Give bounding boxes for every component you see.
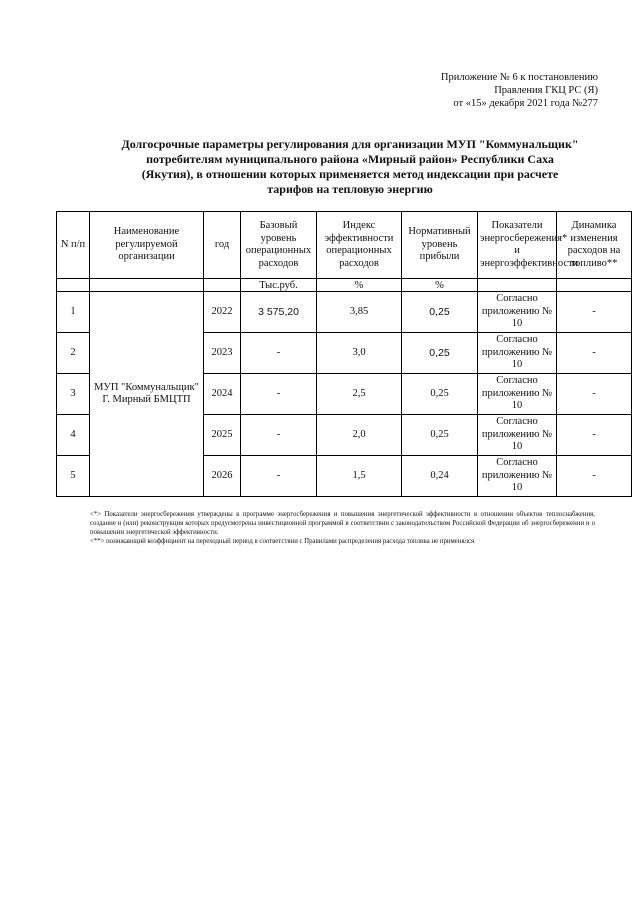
units-cell (557, 279, 632, 292)
row-fuel: - (557, 333, 632, 374)
row-norm: 0,25 (402, 333, 478, 374)
row-energy: Согласно приложению № 10 (478, 415, 557, 456)
units-cell (478, 279, 557, 292)
row-norm: 0,25 (402, 415, 478, 456)
organization-city: Г. Мирный БМЦТП (102, 394, 191, 405)
table-units-row (57, 279, 632, 292)
row-index: 3,0 (317, 333, 402, 374)
header-org: Наименование регулируемой организации (90, 212, 204, 279)
appendix-reference (441, 71, 598, 110)
regulation-parameters-table (56, 211, 632, 497)
row-year: 2024 (204, 374, 241, 415)
footnotes (90, 510, 595, 546)
header-index: Индекс эффективности операционных расходов (317, 212, 402, 279)
header-fuel: Динамика изменения расходов на топливо** (557, 212, 632, 279)
title-line: (Якутия), в отношении которых применяется метод индексации при расчете (141, 167, 559, 181)
header-norm: Нормативный уровень прибыли (402, 212, 478, 279)
units-cell (90, 279, 204, 292)
row-num: 1 (57, 292, 90, 333)
footnote-energy-saving: <*> Показатели энергосбережения утверждены в программе энергосбережения и повышения энергетической эффективности в отношении объектов теплоснабжения, создание и (или) реконструкция которых предусмотрены инвестиционной программой в соответствии с законодательством Российской Федерации об энергосбережении и о повышении энергетической эффективности. (90, 511, 595, 536)
document-title (80, 137, 620, 197)
table-header-row (57, 212, 632, 279)
row-energy: Согласно приложению № 10 (478, 333, 557, 374)
header-year: год (204, 212, 241, 279)
header-num: N п/п (57, 212, 90, 279)
title-line: потребителям муниципального района «Мирный район» Республики Саха (146, 152, 554, 166)
units-norm: % (402, 279, 478, 292)
row-index: 3,85 (317, 292, 402, 333)
row-fuel: - (557, 456, 632, 497)
row-fuel: - (557, 374, 632, 415)
row-norm: 0,25 (402, 292, 478, 333)
organization-name: МУП "Коммунальщик" (94, 381, 199, 393)
row-year: 2022 (204, 292, 241, 333)
row-index: 2,5 (317, 374, 402, 415)
units-base: Тыс.руб. (241, 279, 317, 292)
row-norm: 0,25 (402, 374, 478, 415)
row-energy: Согласно приложению № 10 (478, 374, 557, 415)
row-num: 4 (57, 415, 90, 456)
row-year: 2026 (204, 456, 241, 497)
header-base: Базовый уровень операционных расходов (241, 212, 317, 279)
row-energy: Согласно приложению № 10 (478, 292, 557, 333)
units-index: % (317, 279, 402, 292)
row-num: 2 (57, 333, 90, 374)
row-norm: 0,24 (402, 456, 478, 497)
appendix-line: от «15» декабря 2021 года №277 (453, 98, 598, 109)
row-index: 1,5 (317, 456, 402, 497)
title-line: Долгосрочные параметры регулирования для организации МУП "Коммунальщик" (121, 137, 579, 151)
row-year: 2025 (204, 415, 241, 456)
organization-cell (90, 292, 204, 497)
units-cell (57, 279, 90, 292)
row-index: 2,0 (317, 415, 402, 456)
table-row (57, 292, 632, 333)
row-num: 5 (57, 456, 90, 497)
units-cell (204, 279, 241, 292)
row-base: - (241, 333, 317, 374)
row-num: 3 (57, 374, 90, 415)
row-base: - (241, 415, 317, 456)
row-year: 2023 (204, 333, 241, 374)
header-energy: Показатели энергосбережения* и энергоэффективности (478, 212, 557, 279)
footnote-fuel: <**> понижающий коэффициент на переходный период в соответствии с Правилами распределения расхода топлива не применялся (90, 538, 475, 545)
title-line: тарифов на тепловую энергию (267, 182, 433, 196)
row-base: - (241, 374, 317, 415)
row-fuel: - (557, 292, 632, 333)
row-base: 3 575,20 (241, 292, 317, 333)
row-base: - (241, 456, 317, 497)
row-fuel: - (557, 415, 632, 456)
appendix-line: Правления ГКЦ РС (Я) (494, 85, 598, 96)
row-energy: Согласно приложению № 10 (478, 456, 557, 497)
appendix-line: Приложение № 6 к постановлению (440, 72, 598, 83)
